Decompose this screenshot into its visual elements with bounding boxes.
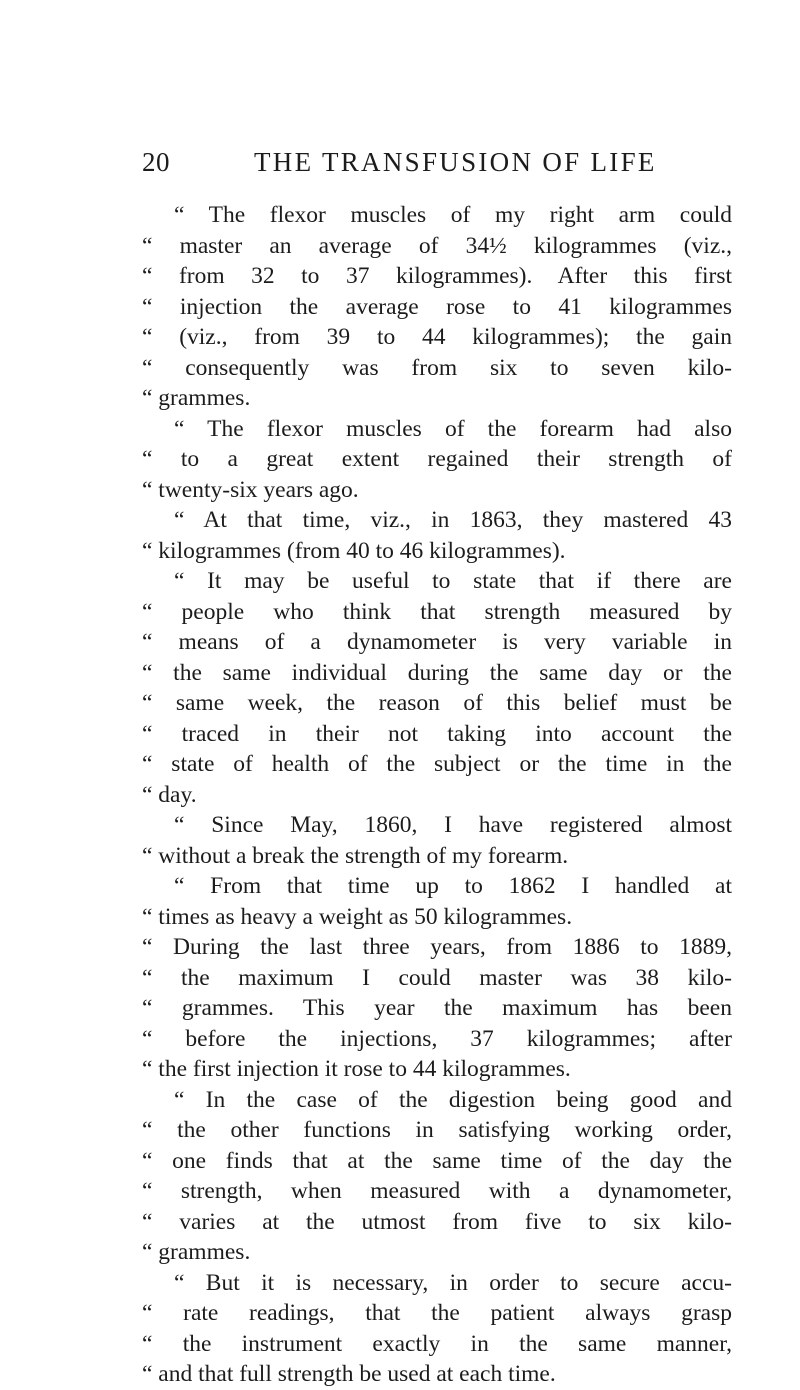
text-line: “ day. [142, 781, 197, 808]
text-line: “ before the injections, 37 kilogrammes; after [142, 1025, 732, 1052]
text-line: “ from 32 to 37 kilogrammes). After this first [142, 263, 732, 289]
running-title: THE TRANSFUSION OF LIFE [254, 147, 657, 177]
text-line: “ varies at the utmost from five to six kilo- [142, 1208, 732, 1235]
text-line: “ (viz., from 39 to 44 kilogrammes); the gain [142, 324, 732, 350]
text-line: “ Since May, 1860, I have registered almost [174, 812, 732, 838]
text-line: “ times as heavy a weight as 50 kilogrammes. [142, 903, 573, 930]
text-line: “ At that time, viz., in 1863, they mastered 43 [174, 507, 732, 533]
text-line: “ the same individual during the same day or the [142, 659, 732, 686]
text-line: “ twenty-six years ago. [142, 476, 359, 503]
body-text [142, 200, 732, 1390]
text-line: “ traced in their not taking into account the [142, 720, 732, 747]
text-line: “ to a great extent regained their strength of [142, 446, 732, 472]
text-line: “ But it is necessary, in order to secure accu- [174, 1269, 732, 1296]
text-line: “ without a break the strength of my forearm. [142, 842, 569, 869]
text-line: “ one finds that at the same time of the day the [142, 1147, 732, 1174]
text-line: “ From that time up to 1862 I handled at [174, 873, 732, 899]
text-line: “ The flexor muscles of the forearm had also [174, 415, 732, 442]
text-line: “ rate readings, that the patient always grasp [142, 1300, 732, 1326]
text-line: “ injection the average rose to 41 kilogrammes [142, 293, 732, 320]
text-line: “ In the case of the digestion being good and [174, 1086, 732, 1113]
text-line: “ the other functions in satisfying working order, [142, 1117, 732, 1143]
text-line: “ the instrument exactly in the same manner, [142, 1330, 732, 1357]
text-line: “ consequently was from six to seven kilo- [142, 354, 732, 381]
text-line: “ means of a dynamometer is very variable in [142, 629, 732, 655]
text-line: “ the first injection it rose to 44 kilogrammes. [142, 1056, 571, 1082]
text-line: “ grammes. [142, 1239, 251, 1265]
text-line: “ strength, when measured with a dynamometer, [142, 1178, 732, 1204]
text-line: “ grammes. [142, 385, 251, 411]
text-line: “ state of health of the subject or the time in the [142, 751, 732, 777]
text-line: “ and that full strength be used at each time. [142, 1361, 556, 1387]
text-line: “ The flexor muscles of my right arm could [174, 202, 732, 228]
page-number: 20 [142, 147, 170, 177]
text-line: “ people who think that strength measured by [142, 598, 732, 625]
text-line: “ same week, the reason of this belief must be [142, 690, 732, 716]
page-header [142, 145, 742, 179]
text-line: “ grammes. This year the maximum has been [142, 995, 732, 1021]
text-line: “ the maximum I could master was 38 kilo- [142, 964, 732, 991]
text-line: “ master an average of 34½ kilogrammes (viz., [142, 232, 732, 259]
text-line: “ It may be useful to state that if there are [174, 568, 732, 594]
text-line: “ kilogrammes (from 40 to 46 kilogrammes). [142, 537, 566, 564]
text-line: “ During the last three years, from 1886 to 1889, [142, 934, 732, 960]
